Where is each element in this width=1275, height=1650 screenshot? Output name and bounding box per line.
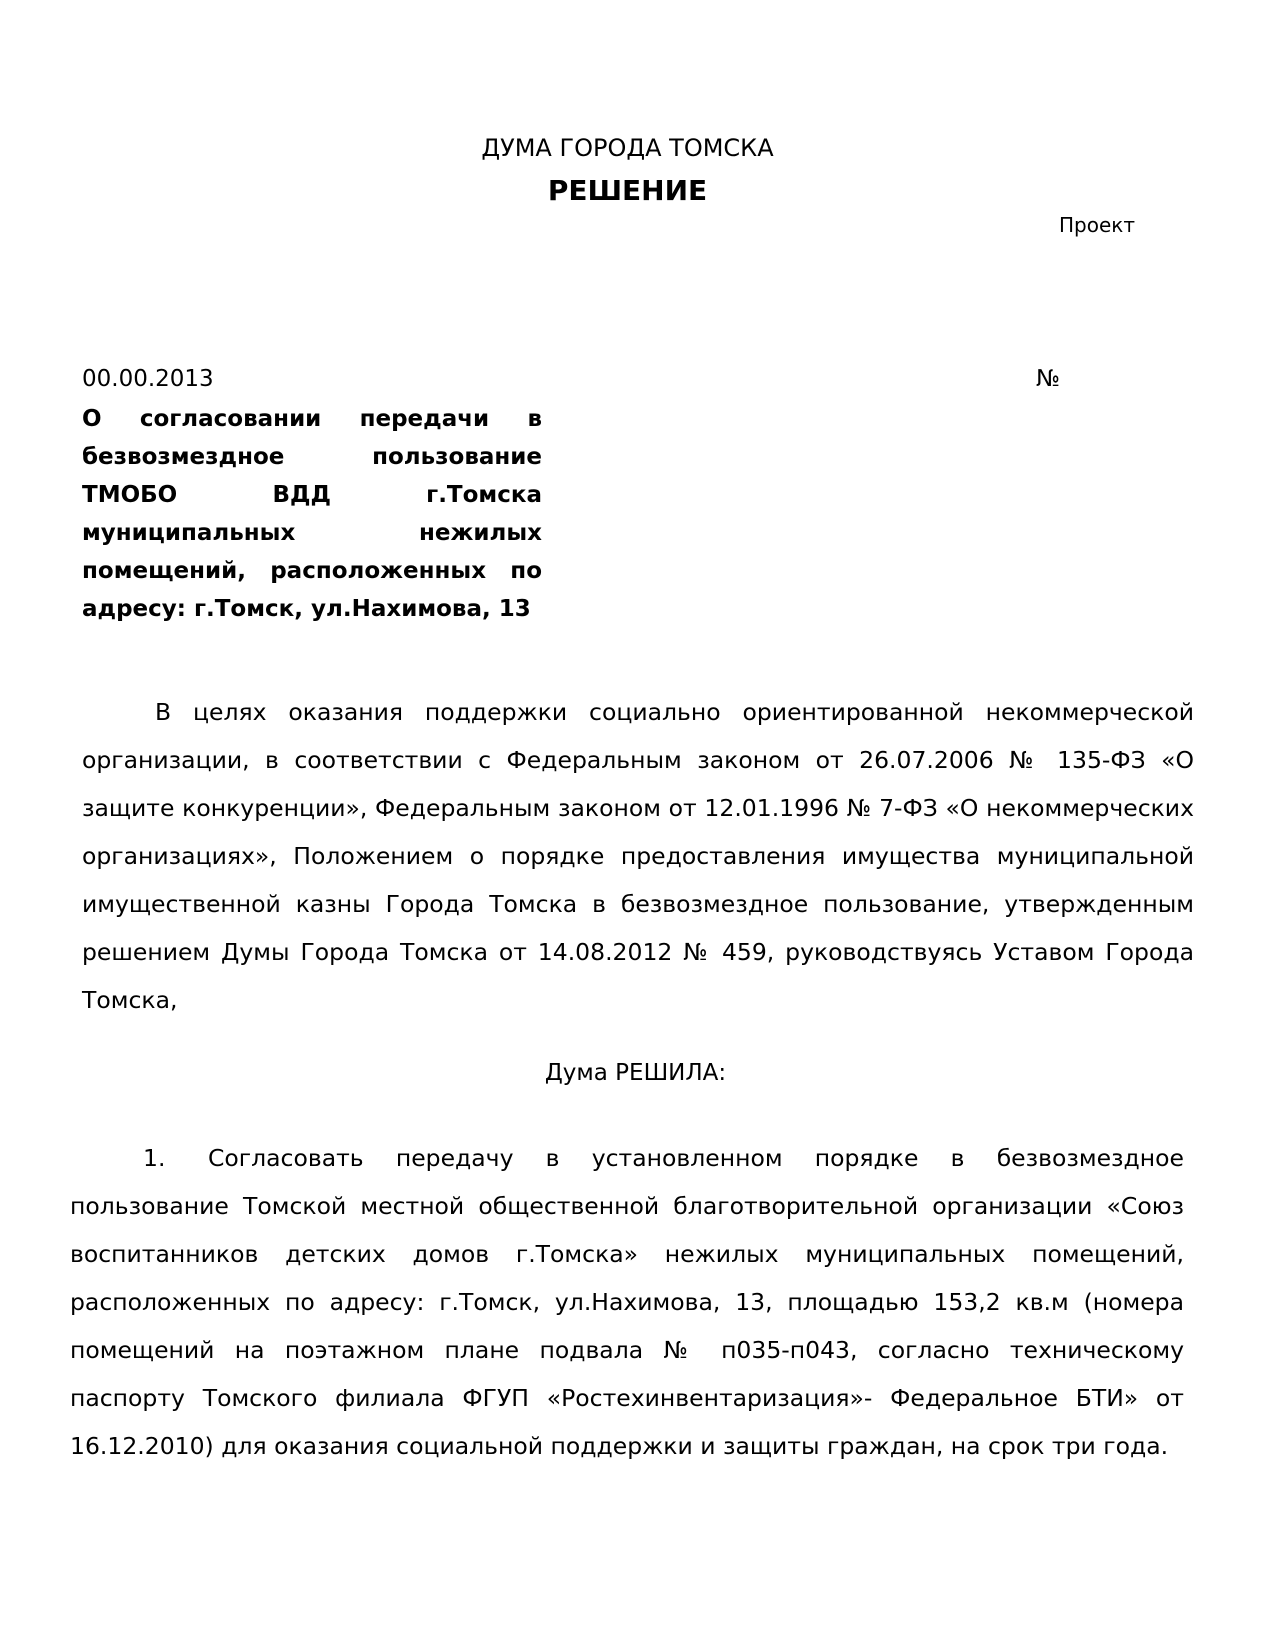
resolution-heading	[0, 1058, 1275, 1088]
resolution-heading-text: Дума РЕШИЛА:	[544, 1060, 727, 1086]
document-number-label: №	[1036, 366, 1060, 392]
draft-label: Проект	[1058, 213, 1135, 237]
preamble-paragraph: В целях оказания поддержки социально ориентированной некоммерческой организации, в соответствии с Федеральным законом от 26.07.2006 № 135-ФЗ «О защите конкуренции», Федеральным законом от 12.01.1996 № 7-ФЗ «О некоммерческих организациях», Положением о порядке предоставления имущества муниципальной имущественной казны Города Томска в безвозмездное пользование, утвержденным решением Думы Города Томска от 14.08.2012 № 459, руководствуясь Уставом Города Томска,	[82, 698, 1194, 1014]
resolution-item-text: Согласовать передачу в установленном порядке в безвозмездное пользование Томской местной общественной благотворительной организации «Союз воспитанников детских домов г.Томска» нежилых муниципальных помещений, расположенных по адресу: г.Томск, ул.Нахимова, 13, площадью 153,2 кв.м (номера помещений на поэтажном плане подвала № п035-п043, согласно техническому паспорту Томского филиала ФГУП «Ростехинвентаризация»- Федеральное БТИ» от 16.12.2010) для оказания социальной поддержки и защиты граждан, на срок три года.	[70, 1144, 1184, 1460]
document-subject: О согласовании передачи в безвозмездное пользование ТМОБО ВДД г.Томска муниципальных нежилых помещений, расположенных по адресу: г.Томск, ул.Нахимова, 13	[82, 406, 542, 622]
resolution-item-number: 1.	[143, 1144, 166, 1172]
organization-name-text: ДУМА ГОРОДА ТОМСКА	[481, 134, 774, 162]
organization-name	[0, 133, 1275, 163]
document-title-text: РЕШЕНИЕ	[547, 174, 708, 207]
document-title	[0, 174, 1275, 208]
resolution-item	[70, 1134, 1184, 1470]
document-date: 00.00.2013	[82, 366, 214, 392]
